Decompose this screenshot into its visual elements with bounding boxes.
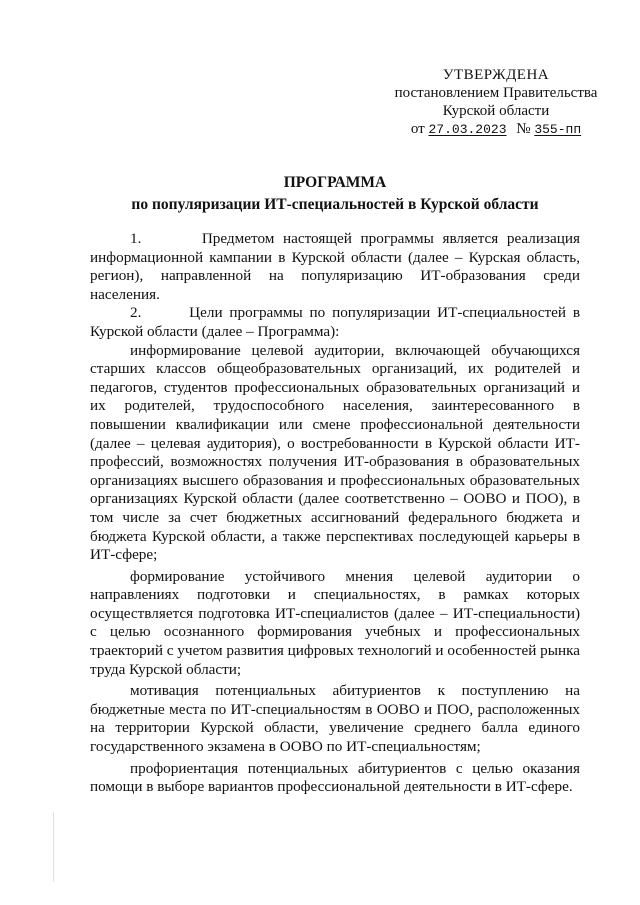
approval-title: УТВЕРЖДЕНА [442,67,550,83]
paragraph-1: 1. Предметом настоящей программы является реализация информационной кампании в Курской области (далее – Курская область, регион), направленной на популяризацию ИТ-образования среди населения. [90,230,580,303]
document-subtitle: по популяризации ИТ-специальностей в Курской области [131,196,539,213]
approval-date-line [376,120,616,139]
approval-line-1: постановлением Правительства [394,85,598,101]
paragraph-goal-orientation: профориентация потенциальных абитуриентов с целью оказания помощи в выборе вариантов профессиональной деятельности в ИТ-сфере. [90,759,580,796]
document-title: ПРОГРАММА [283,174,387,191]
paragraph-2: 2. Цели программы по популяризации ИТ-специальностей в Курской области (далее – Программа): [90,304,580,340]
document-body [90,230,580,797]
approval-line-2: Курской области [442,103,550,119]
scan-margin-line [53,812,54,882]
paragraph-goal-informing: информирование целевой аудитории, включающей обучающихся старших классов общеобразовательных организаций, их родителей и педагогов, студентов профессиональных образовательных организаций и их родителей, трудоспособного населения, заинтересованного в повышении квалификации или смене профессиональной деятельности (далее – целевая аудитория), о востребованности в Курской области ИТ-профессий, возможностях получения ИТ-образования в образовательных организациях высшего образования и профессиональных образовательных организациях Курской области (далее соответственно – ООВО и ПОО), в том числе за счет бюджетных ассигнований федерального бюджета и бюджета Курской области, а также перспективах последующей карьеры в ИТ-сфере; [90,341,580,564]
paragraph-goal-motivation: мотивация потенциальных абитуриентов к поступлению на бюджетные места по ИТ-специальностям в ООВО и ПОО, расположенных на территории Курской области, увеличение среднего балла единого государственного экзамена в ООВО по ИТ-специальностям; [90,682,580,756]
title-block [90,172,580,216]
date-prefix: от [410,121,425,137]
number-prefix: № [516,121,531,137]
paragraph-goal-forming: формирование устойчивого мнения целевой аудитории о направлениях подготовки и специальностях, в рамках которых осуществляется подготовка ИТ-специалистов (далее – ИТ-специальности) с целью осознанного формирования учебных и профессиональных траекторий с учетом развития цифровых технологий и особенностей рынка труда Курской области; [90,567,580,678]
approval-date: 27.03.2023 [428,122,507,137]
approval-stamp [376,66,616,139]
approval-number: 355-пп [534,122,582,137]
